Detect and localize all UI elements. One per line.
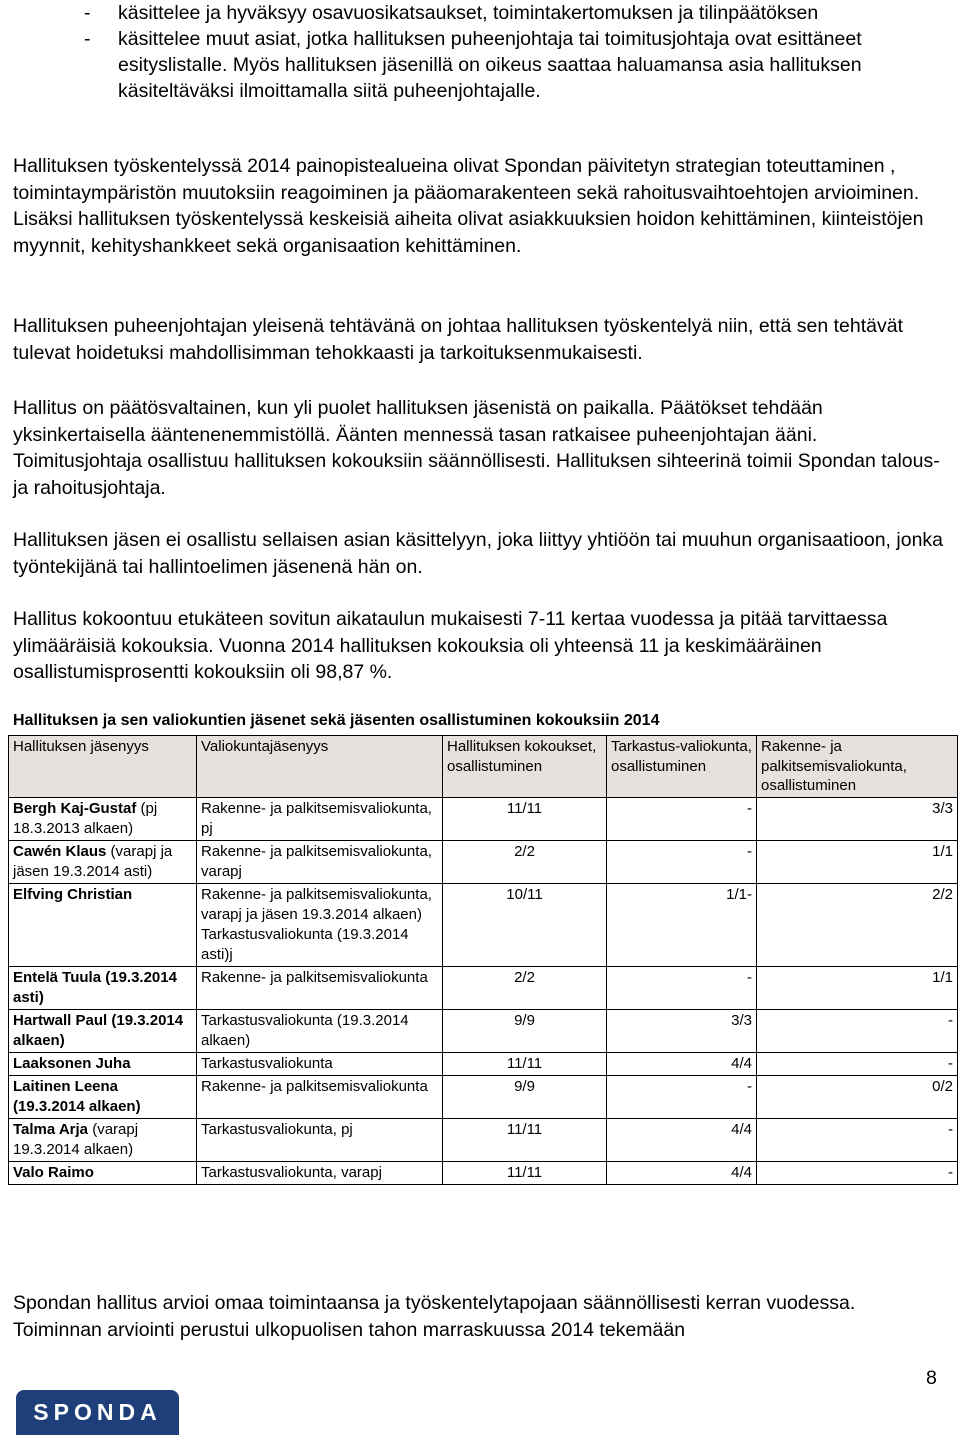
member-cell <box>9 1009 197 1052</box>
audit-attendance-cell: - <box>607 797 757 840</box>
remuneration-attendance-cell: 0/2 <box>757 1075 958 1118</box>
board-attendance-cell: 9/9 <box>443 1075 607 1118</box>
table-title: Hallituksen ja sen valiokuntien jäsenet sekä jäsenten osallistuminen kokouksiin 2014 <box>13 712 660 729</box>
table-header-row <box>9 736 958 798</box>
column-header: Hallituksen jäsenyys <box>9 736 197 798</box>
bullet-item: - käsittelee ja hyväksyy osavuosikatsaukset, toimintakertomuksen ja tilinpäätöksen <box>84 0 954 26</box>
column-header: Hallituksen kokoukset, osallistuminen <box>443 736 607 798</box>
board-attendance-cell: 11/11 <box>443 1118 607 1161</box>
member-name: Hartwall Paul (19.3.2014 alkaen) <box>13 1011 184 1049</box>
member-cell <box>9 1075 197 1118</box>
paragraph: Hallitus kokoontuu etukäteen sovitun aikataulun mukaisesti 7-11 kertaa vuodessa ja pitää tarvittaessa ylimääräisiä kokouksia. Vuonna 2014 hallituksen kokouksia oli yhteensä 11 ja keskimääräinen osallistumisprosentti kokouksiin oli 98,87 %. <box>13 608 888 683</box>
committee-cell: Tarkastusvaliokunta <box>197 1052 443 1075</box>
member-cell <box>9 1052 197 1075</box>
board-attendance-cell: 9/9 <box>443 1009 607 1052</box>
member-cell <box>9 1161 197 1184</box>
remuneration-attendance-cell: 1/1 <box>757 840 958 883</box>
remuneration-attendance-cell: - <box>757 1118 958 1161</box>
committee-cell: Tarkastusvaliokunta, varapj <box>197 1161 443 1184</box>
committee-cell: Tarkastusvaliokunta, pj <box>197 1118 443 1161</box>
table-row <box>9 1009 958 1052</box>
sponda-logo: SPONDA <box>16 1390 179 1435</box>
member-name: Elfving Christian <box>13 885 133 903</box>
board-members-table <box>8 735 958 1185</box>
table-row <box>9 1161 958 1184</box>
table-row <box>9 1052 958 1075</box>
bullet-text: käsittelee muut asiat, jotka hallituksen puheenjohtaja tai toimitusjohtaja ovat esittäneet esityslistalle. Myös hallituksen jäsenillä on oikeus saattaa haluamansa asia hallituksen käsiteltäväksi ilmoittamalla siitä puheenjohtajalle. <box>118 28 862 102</box>
footer-paragraph: Spondan hallitus arvioi omaa toimintaansa ja työskentelytapojaan säännöllisesti kerran vuodessa. Toiminnan arviointi perustui ulkopuolisen tahon marraskuussa 2014 tekemään <box>13 1292 856 1341</box>
committee-cell: Tarkastusvaliokunta (19.3.2014 alkaen) <box>197 1009 443 1052</box>
paragraph: Hallituksen työskentelyssä 2014 painopistealueina olivat Spondan päivitetyn strategian toteuttaminen , toimintaympäristön muutoksiin reagoiminen ja pääomarakenteen sekä rahoitusvaihtoehtojen arvioiminen. Lisäksi hallituksen työskentelyssä keskeisiä aiheita olivat asiakkuuksien hoidon kehittäminen, kiinteistöjen myynnit, kehityshankkeet sekä organisaation kehittäminen. <box>13 155 924 257</box>
paragraph: Hallituksen puheenjohtajan yleisenä tehtävänä on johtaa hallituksen työskentelyä niin, että sen tehtävät tulevat hoidetuksi mahdollisimman tehokkaasti ja tarkoituksenmukaisesti. <box>13 315 904 364</box>
table-row <box>9 1075 958 1118</box>
bullet-item: - käsittelee muut asiat, jotka hallituksen puheenjohtaja tai toimitusjohtaja ovat esittäneet esityslistalle. Myös hallituksen jäsenillä on oikeus saattaa haluamansa asia hallituksen käsiteltäväksi ilmoittamalla siitä puheenjohtajalle. <box>84 26 954 104</box>
remuneration-attendance-cell: - <box>757 1009 958 1052</box>
member-cell <box>9 1118 197 1161</box>
member-note: (varapj 19.3.2014 alkaen) <box>13 1120 139 1158</box>
board-attendance-cell: 11/11 <box>443 1161 607 1184</box>
table-row <box>9 1118 958 1161</box>
bullet-text: käsittelee ja hyväksyy osavuosikatsaukset, toimintakertomuksen ja tilinpäätöksen <box>118 2 819 24</box>
board-attendance-cell: 11/11 <box>443 797 607 840</box>
member-name: Valo Raimo <box>13 1163 94 1181</box>
member-name: Laaksonen Juha <box>13 1054 131 1072</box>
remuneration-attendance-cell: 1/1 <box>757 966 958 1009</box>
table-row <box>9 797 958 840</box>
member-cell <box>9 883 197 966</box>
committee-cell: Rakenne- ja palkitsemisvaliokunta <box>197 966 443 1009</box>
member-name: Laitinen Leena (19.3.2014 alkaen) <box>13 1077 141 1115</box>
member-name: Talma Arja <box>13 1120 89 1138</box>
audit-attendance-cell: 4/4 <box>607 1052 757 1075</box>
remuneration-attendance-cell: - <box>757 1161 958 1184</box>
column-header: Valiokuntajäsenyys <box>197 736 443 798</box>
board-attendance-cell: 11/11 <box>443 1052 607 1075</box>
member-name: Bergh Kaj-Gustaf <box>13 799 137 817</box>
board-attendance-cell: 10/11 <box>443 883 607 966</box>
audit-attendance-cell: - <box>607 966 757 1009</box>
bullet-list <box>84 0 954 104</box>
committee-cell: Rakenne- ja palkitsemisvaliokunta, varapj ja jäsen 19.3.2014 alkaen) Tarkastusvaliokunta (19.3.2014 asti)j <box>197 883 443 966</box>
committee-cell: Rakenne- ja palkitsemisvaliokunta <box>197 1075 443 1118</box>
committee-cell: Rakenne- ja palkitsemisvaliokunta, pj <box>197 797 443 840</box>
member-cell <box>9 966 197 1009</box>
audit-attendance-cell: 4/4 <box>607 1118 757 1161</box>
board-attendance-cell: 2/2 <box>443 966 607 1009</box>
member-cell <box>9 840 197 883</box>
remuneration-attendance-cell: 3/3 <box>757 797 958 840</box>
audit-attendance-cell: 4/4 <box>607 1161 757 1184</box>
member-name: Cawén Klaus <box>13 842 107 860</box>
audit-attendance-cell: - <box>607 1075 757 1118</box>
remuneration-attendance-cell: - <box>757 1052 958 1075</box>
audit-attendance-cell: - <box>607 840 757 883</box>
member-note: (pj 18.3.2013 alkaen) <box>13 799 158 837</box>
committee-cell: Rakenne- ja palkitsemisvaliokunta, varapj <box>197 840 443 883</box>
table-row <box>9 883 958 966</box>
page-number: 8 <box>926 1367 937 1389</box>
table-row <box>9 966 958 1009</box>
paragraph: Hallituksen jäsen ei osallistu sellaisen asian käsittelyyn, joka liittyy yhtiöön tai muuhun organisaatioon, jonka työntekijänä tai hallintoelimen jäsenenä hän on. <box>13 529 944 578</box>
member-note: (varapj ja jäsen 19.3.2014 asti) <box>13 842 173 880</box>
board-attendance-cell: 2/2 <box>443 840 607 883</box>
table-row <box>9 840 958 883</box>
column-header: Tarkastus-valiokunta, osallistuminen <box>607 736 757 798</box>
audit-attendance-cell: 1/1- <box>607 883 757 966</box>
paragraph: Hallitus on päätösvaltainen, kun yli puolet hallituksen jäsenistä on paikalla. Päätökset tehdään yksinkertaisella ääntenenemmistöllä. Äänten mennessä tasan ratkaisee puheenjohtajan ääni. Toimitusjohtaja osallistuu hallituksen kokouksiin säännöllisesti. Hallituksen sihteerinä toimii Spondan talous- ja rahoitusjohtaja. <box>13 397 940 499</box>
audit-attendance-cell: 3/3 <box>607 1009 757 1052</box>
column-header: Rakenne- ja palkitsemisvaliokunta, osallistuminen <box>757 736 958 798</box>
remuneration-attendance-cell: 2/2 <box>757 883 958 966</box>
member-name: Entelä Tuula (19.3.2014 asti) <box>13 968 177 1006</box>
member-cell <box>9 797 197 840</box>
